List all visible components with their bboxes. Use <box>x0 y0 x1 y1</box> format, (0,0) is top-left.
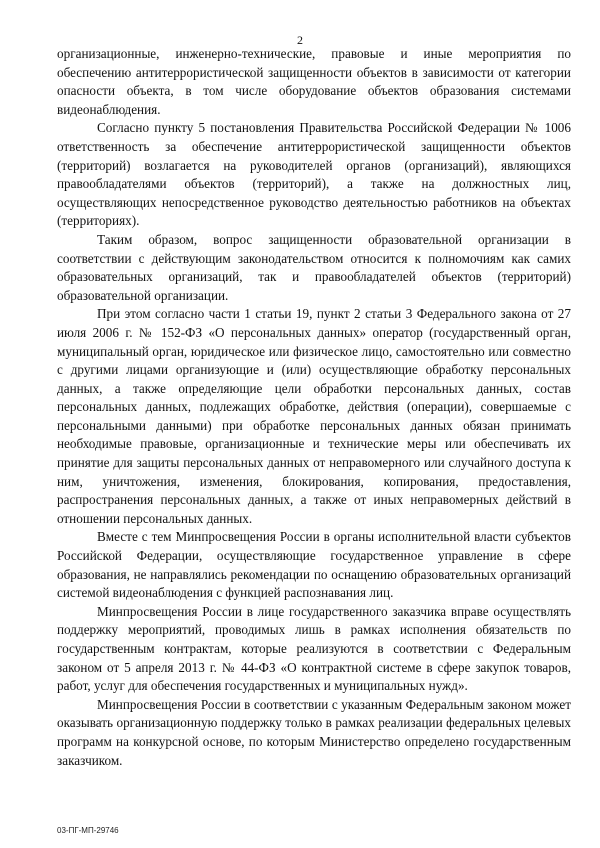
paragraph-conclusion: Таким образом, вопрос защищенности образовательной организации в соответствии с действующим законодательством относится к полномочиям как самих образовательных организаций, так и правообладателей объектов (территорий) образовательной организации. <box>57 231 571 303</box>
paragraph-personal-data: При этом согласно части 1 статьи 19, пункт 2 статьи 3 Федерального закона от 27 июля 2006 г. № 152-ФЗ «О персональных данных» оператор (государственный орган, муниципальный орган, юридическое или физическое лицо, самостоятельно или совместно с другими лицами организующие и (или) осуществляющие обработку персональных данных, а также определяющие цели обработки персональных данных, состав персональных данных, подлежащих обработке, действия (операции), совершаемые с персональными данными) при обработке персональных данных обязан принимать необходимые правовые, организационные и технические меры или обеспечивать их принятие для защиты персональных данных от неправомерного или случайного доступа к ним, уничтожения, изменения, блокирования, копирования, предоставления, распространения персональных данных, а также от иных неправомерных действий в отношении персональных данных. <box>57 306 571 526</box>
document-code: 03-ПГ-МП-29746 <box>57 826 119 835</box>
paragraph-state-customer: Минпросвещения России в лице государственного заказчика вправе осуществлять поддержку мероприятий, проводимых лишь в рамках исполнения обязательств по государственным контрактам, которые реализуются в соответствии с Федеральным законом от 5 апреля 2013 г. № 44-ФЗ «О контрактной системе в сфере закупок товаров, работ, услуг для обеспечения государственных и муниципальных нужд». <box>57 603 571 694</box>
paragraph-recommendations: Вместе с тем Минпросвещения России в органы исполнительной власти субъектов Российской Федерации, осуществляющие государственное управление в сфере образования, не направлялись рекомендации по оснащению образовательных организаций системой видеонаблюдения с функцией распознавания лиц. <box>57 529 571 601</box>
document-body <box>57 45 571 770</box>
paragraph-continuation: организационные, инженерно-технические, правовые и иные мероприятия по обеспечению антитеррористической защищенности объектов в зависимости от категории опасности объекта, в том числе оборудование объектов образования системами видеонаблюдения. <box>57 46 571 117</box>
paragraph-support: Минпросвещения России в соответствии с указанным Федеральным законом может оказывать организационную поддержку только в рамках реализации федеральных целевых программ на конкурсной основе, по которым Министерство определено государственным заказчиком. <box>57 696 571 768</box>
page-number: 2 <box>297 33 303 47</box>
paragraph-responsibility: Согласно пункту 5 постановления Правительства Российской Федерации № 1006 ответственность за обеспечение антитеррористической защищенности объектов (территорий) возлагается на руководителей органов (организаций), являющихся правообладателями объектов (территорий), а также на должностных лиц, осуществляющих непосредственное руководство деятельностью работников на объектах (территориях). <box>57 120 571 229</box>
